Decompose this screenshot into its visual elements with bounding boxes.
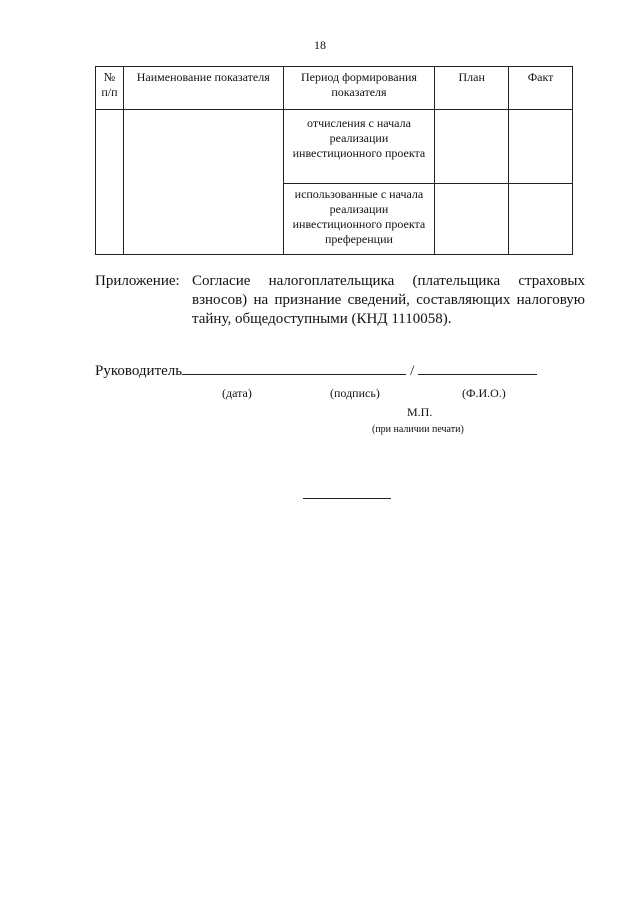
end-divider — [303, 498, 391, 499]
cell-plan — [435, 110, 509, 184]
date-caption: (дата) — [222, 386, 252, 400]
header-period: Период формирования показателя — [283, 67, 435, 110]
header-fact: Факт — [509, 67, 573, 110]
cell-fact — [509, 110, 573, 184]
signature-row — [95, 360, 537, 380]
signature-caption: (подпись) — [330, 386, 380, 400]
name-line — [418, 360, 537, 375]
cell-number — [96, 110, 124, 255]
cell-fact — [509, 184, 573, 255]
table-header-row — [96, 67, 573, 110]
cell-period: использованные с начала реализации инвестиционного проекта преференции — [283, 184, 435, 255]
stamp-note: (при наличии печати) — [372, 424, 464, 435]
cell-plan — [435, 184, 509, 255]
annex-label: Приложение: — [95, 273, 180, 289]
annex-block — [95, 272, 585, 329]
stamp-label: М.П. — [407, 405, 433, 419]
name-caption: (Ф.И.О.) — [462, 386, 506, 400]
page-number: 18 — [314, 38, 326, 52]
signature-line — [182, 360, 406, 375]
annex-text: Согласие налогоплательщика (плательщика страховых взносов) на признание сведений, составляющих налоговую тайну, общедоступными (КНД 1110058). — [192, 273, 585, 327]
cell-period: отчисления с начала реализации инвестиционного проекта — [283, 110, 435, 184]
signature-label: Руководитель — [95, 363, 183, 379]
header-indicator-name: Наименование показателя — [123, 67, 283, 110]
cell-indicator-name — [123, 110, 283, 255]
report-table — [95, 66, 573, 255]
header-plan: План — [435, 67, 509, 110]
header-number: № п/п — [96, 67, 124, 110]
signature-separator: / — [410, 363, 415, 379]
table-row — [96, 110, 573, 184]
